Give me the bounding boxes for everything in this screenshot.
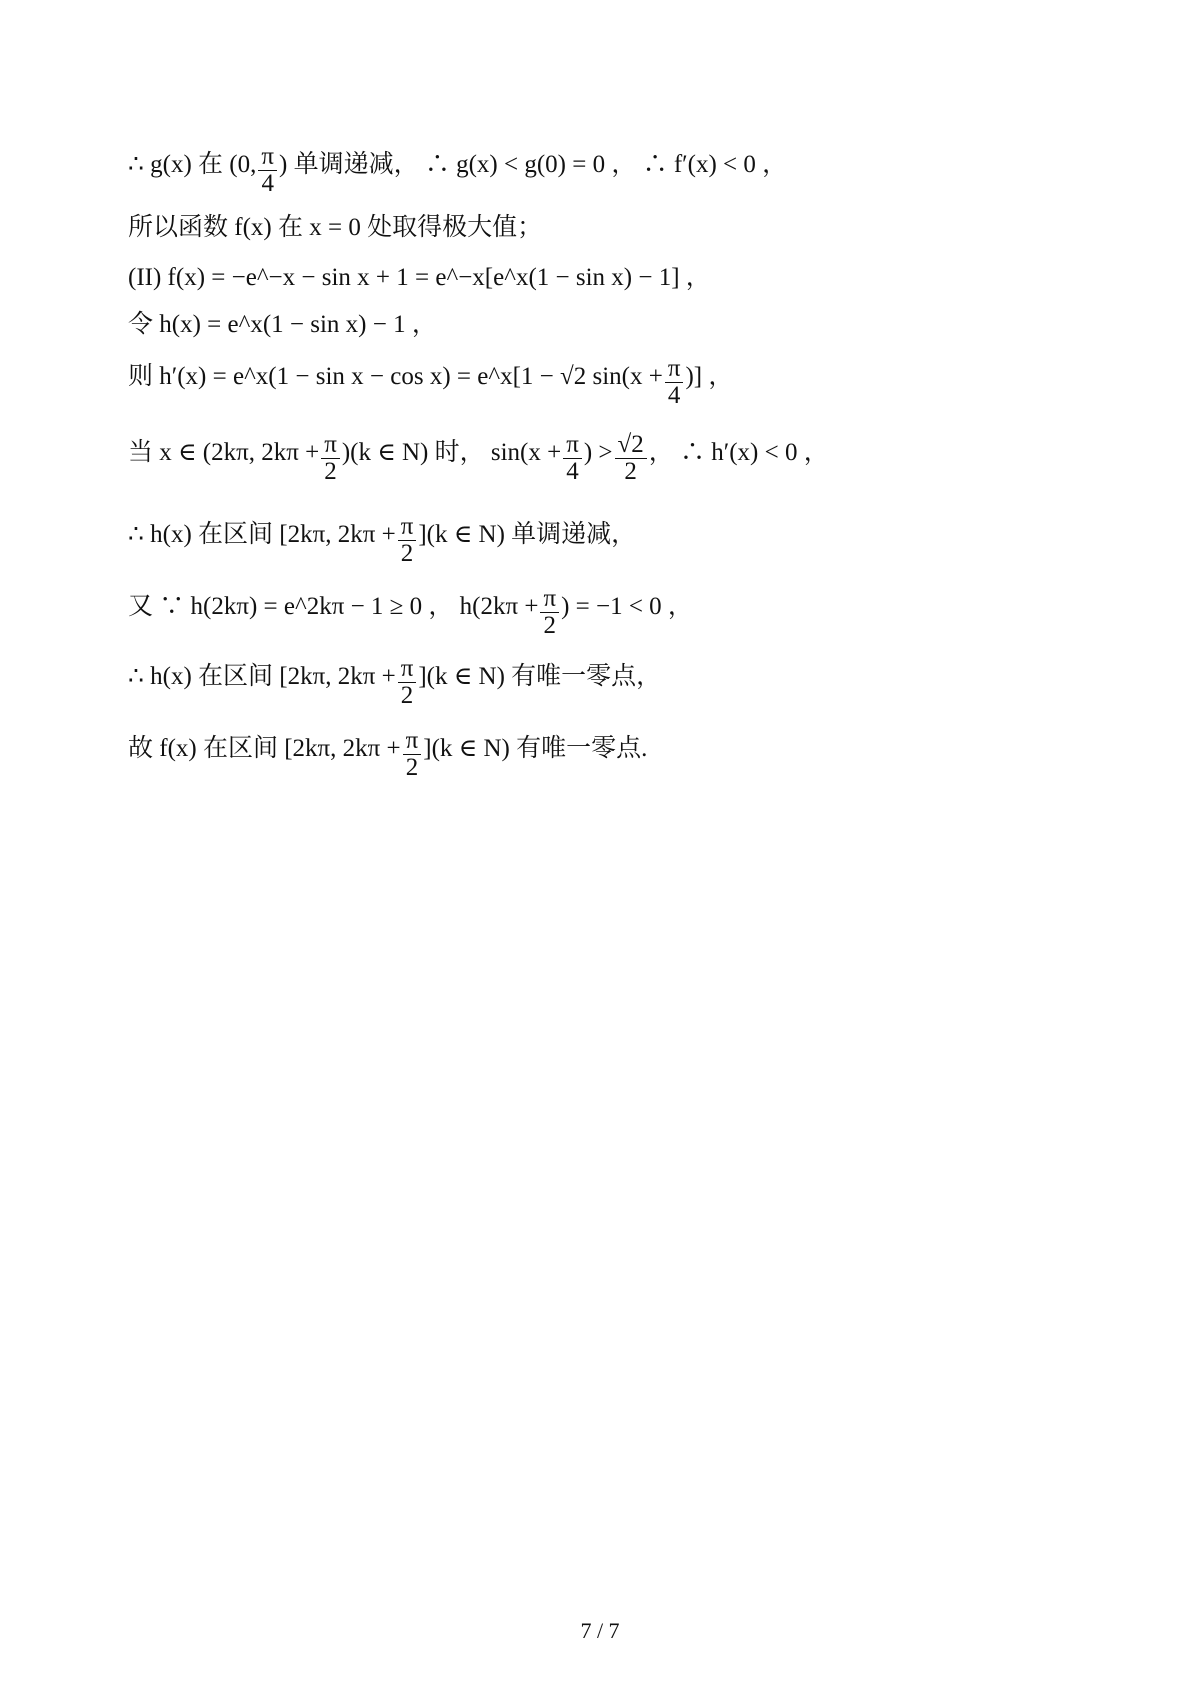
solution-line-9: ∴ h(x) 在区间 [2kπ, 2kπ + $\frac{\pi}{2}$ ](k ∈ N) 有唯一零点， — [128, 655, 662, 709]
solution-line-2: 所以函数 f(x) 在 x = 0 处取得极大值； — [128, 214, 543, 241]
solution-line-6: 当 x ∈ (2kπ, 2kπ + $\frac{\pi}{2}$ )(k ∈ N) 时， sin(x + $\frac{\pi}{4}$ ) > $\frac{√2}{2}$ ， ∴ h′(x) < 0 ， — [128, 431, 829, 485]
fraction: $\frac{\pi}{4}$ — [563, 432, 582, 485]
fraction: $\frac{\pi}{2}$ — [398, 656, 417, 709]
page-number: 7 / 7 — [580, 1618, 620, 1643]
fraction: $\frac{\pi}{2}$ — [540, 586, 559, 639]
fraction: $\frac{\pi}{4}$ — [258, 144, 277, 197]
solution-line-10: 故 f(x) 在区间 [2kπ, 2kπ + $\frac{\pi}{2}$ ](k ∈ N) 有唯一零点. — [128, 727, 648, 781]
fraction: $\frac{\pi}{4}$ — [665, 356, 684, 409]
solution-line-3: (II) f(x) = −e^−x − sin x + 1 = e^−x[e^x(1 − sin x) − 1] ， — [128, 264, 711, 291]
solution-line-8: 又 ∵ h(2kπ) = e^2kπ − 1 ≥ 0 ， h(2kπ + $\frac{\pi}{2}$ ) = −1 < 0 ， — [128, 585, 693, 639]
fraction: $\frac{√2}{2}$ — [615, 432, 647, 485]
fraction: $\frac{\pi}{2}$ — [403, 728, 422, 781]
fraction: $\frac{\pi}{2}$ — [398, 514, 417, 567]
solution-line-4: 令 h(x) = e^x(1 − sin x) − 1 ， — [128, 311, 437, 338]
solution-line-1: ∴ g(x) 在 (0, $\frac{\pi}{4}$ ) 单调递减， ∴ g(x) < g(0) = 0 ， ∴ f′(x) < 0 ， — [128, 143, 788, 197]
fraction: $\frac{\pi}{2}$ — [321, 432, 340, 485]
solution-line-7: ∴ h(x) 在区间 [2kπ, 2kπ + $\frac{\pi}{2}$ ](k ∈ N) 单调递减， — [128, 513, 637, 567]
solution-line-5: 则 h′(x) = e^x(1 − sin x − cos x) = e^x[1 − √2 sin(x + $\frac{\pi}{4}$ )] ， — [128, 355, 734, 409]
